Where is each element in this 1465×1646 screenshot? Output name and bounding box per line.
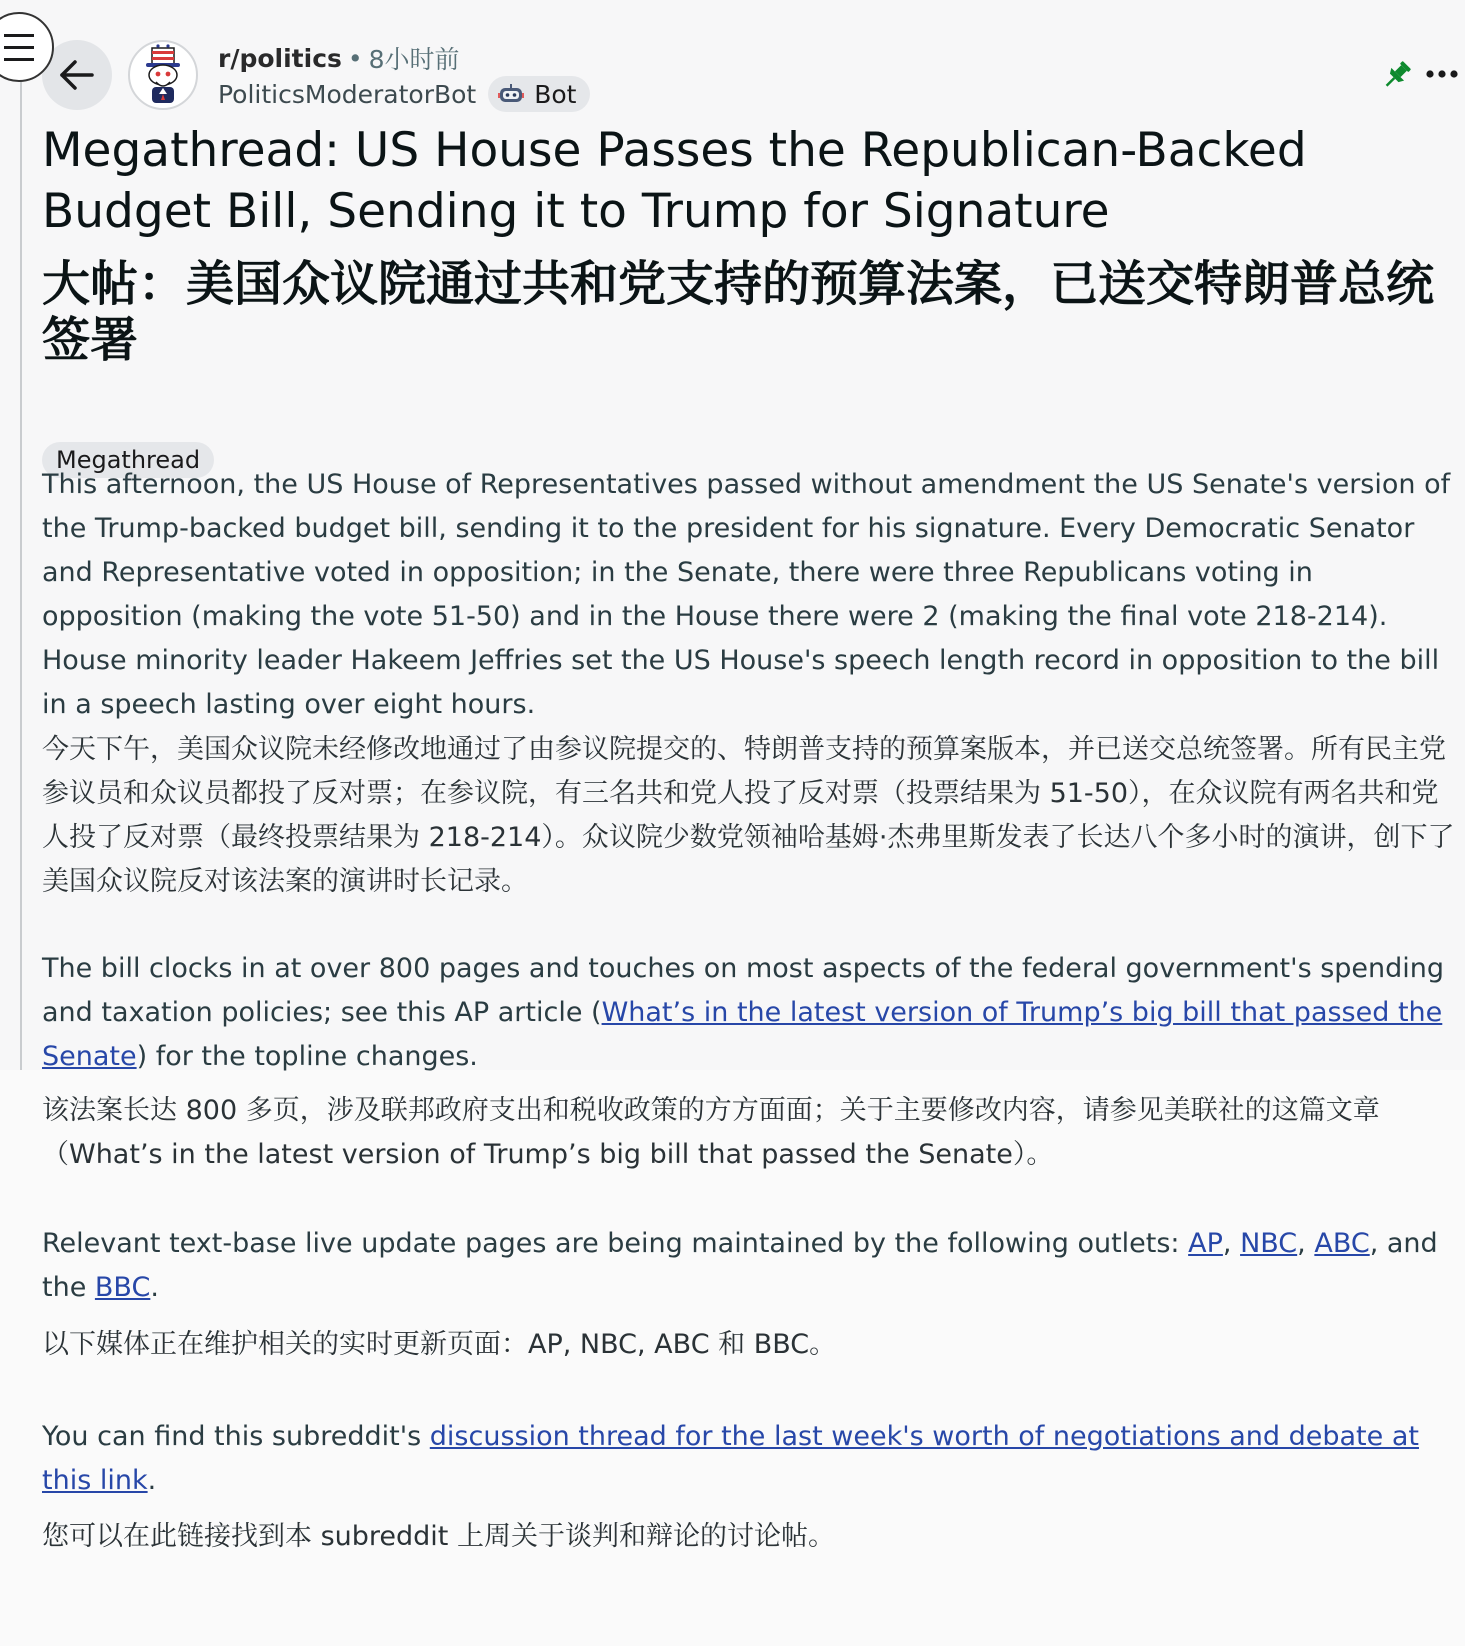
abc-live-link[interactable]: ABC [1314,1228,1370,1259]
paragraph-3-text-mid: , and the [42,1228,1438,1303]
post-flair[interactable]: Megathread [42,442,214,478]
ap-article-link[interactable]: What’s in the latest version of Trump’s big bill that passed the Senate [42,997,1443,1072]
uncle-sam-snoo-avatar [130,42,196,108]
paragraph-1-chinese: 今天下午，美国众议院未经修改地通过了由参议院提交的、特朗普支持的预算案版本，并已送交总统签署。所有民主党参议员和众议员都投了反对票；在参议院，有三名共和党人投了反对票（投票结果为 51-50），在众议院有两名共和党人投了反对票（最终投票结果为 218-214）。众议院少数党领袖哈基姆·杰弗里斯发表了长达八个多小时的演讲，创下了美国众议院反对该法案的演讲时长记录。 [42,734,1455,897]
comma-separator: , [1222,1228,1241,1259]
more-horizontal-icon[interactable] [1424,64,1460,84]
discussion-thread-link[interactable]: discussion thread for the last week's worth of negotiations and debate at this link [42,1421,1419,1496]
paragraph-3-text-start: Relevant text-base live update pages are being maintained by the following outlets: [42,1228,1189,1259]
bot-badge [488,76,590,112]
paragraph-2-chinese: 该法案长达 800 多页，涉及联邦政府支出和税收政策的方方面面；关于主要修改内容，请参见美联社的这篇文章（What’s in the latest version of Trump’s big bill that passed the Senate）。 [42,1095,1380,1170]
paragraph-4-chinese: 您可以在此链接找到本 subreddit 上周关于谈判和辩论的讨论帖。 [42,1521,835,1552]
hamburger-menu-icon [4,58,34,61]
paragraph-3-english [42,1222,1460,1310]
paragraph-3-text-end: . [150,1272,159,1303]
separator-dot: • [347,43,363,73]
paragraph-4-text-start: You can find this subreddit's [42,1421,430,1452]
paragraph-2-text-start: The bill clocks in at over 800 pages and touches on most aspects of the federal government's spending and taxation policies; see this AP article ( [42,953,1445,1028]
ap-live-link[interactable]: AP [1188,1228,1223,1259]
hamburger-menu-icon [4,34,34,37]
post-title-english: Megathread: US House Passes the Republican-Backed Budget Bill, Sending it to Trump for Signature [42,123,1307,239]
hamburger-menu-icon [4,46,34,49]
pin-icon [1380,58,1414,92]
subreddit-avatar[interactable] [128,40,198,110]
subreddit-link[interactable]: r/politics [218,43,342,73]
post-meta [218,40,460,76]
author-line [218,75,590,113]
nbc-live-link[interactable]: NBC [1240,1228,1298,1259]
bbc-live-link[interactable]: BBC [94,1272,151,1303]
paragraph-3-chinese: 以下媒体正在维护相关的实时更新页面：AP, NBC, ABC 和 BBC。 [42,1329,837,1360]
paragraph-4-english [42,1415,1460,1503]
post-time: 8小时前 [368,45,460,74]
paragraph-4-text-end: . [147,1465,157,1496]
post-title-chinese: 大帖：美国众议院通过共和党支持的预算法案，已送交特朗普总统签署 [42,256,1435,368]
paragraph-2-text-end: ) for the topline changes. [136,1041,478,1072]
author-link[interactable]: PoliticsModeratorBot [218,79,477,109]
paragraph-2-english [42,947,1460,1079]
bot-label: Bot [534,79,577,109]
thread-rule [20,70,22,1070]
paragraph-1-english: This afternoon, the US House of Representatives passed without amendment the US Senate's version of the Trump-backed budget bill, sending it to the president for his signature. Every Democratic Senator and Representative voted in opposition; in the Senate, there were three Republicans voting in opposition (making the vote 51-50) and in the House there were 2 (making the final vote 218-214). House minority leader Hakeem Jeffries set the US House's speech length record in opposition to the bill in a speech lasting over eight hours. [42,469,1451,720]
comma-separator: , [1297,1228,1315,1259]
robot-icon [498,83,524,105]
